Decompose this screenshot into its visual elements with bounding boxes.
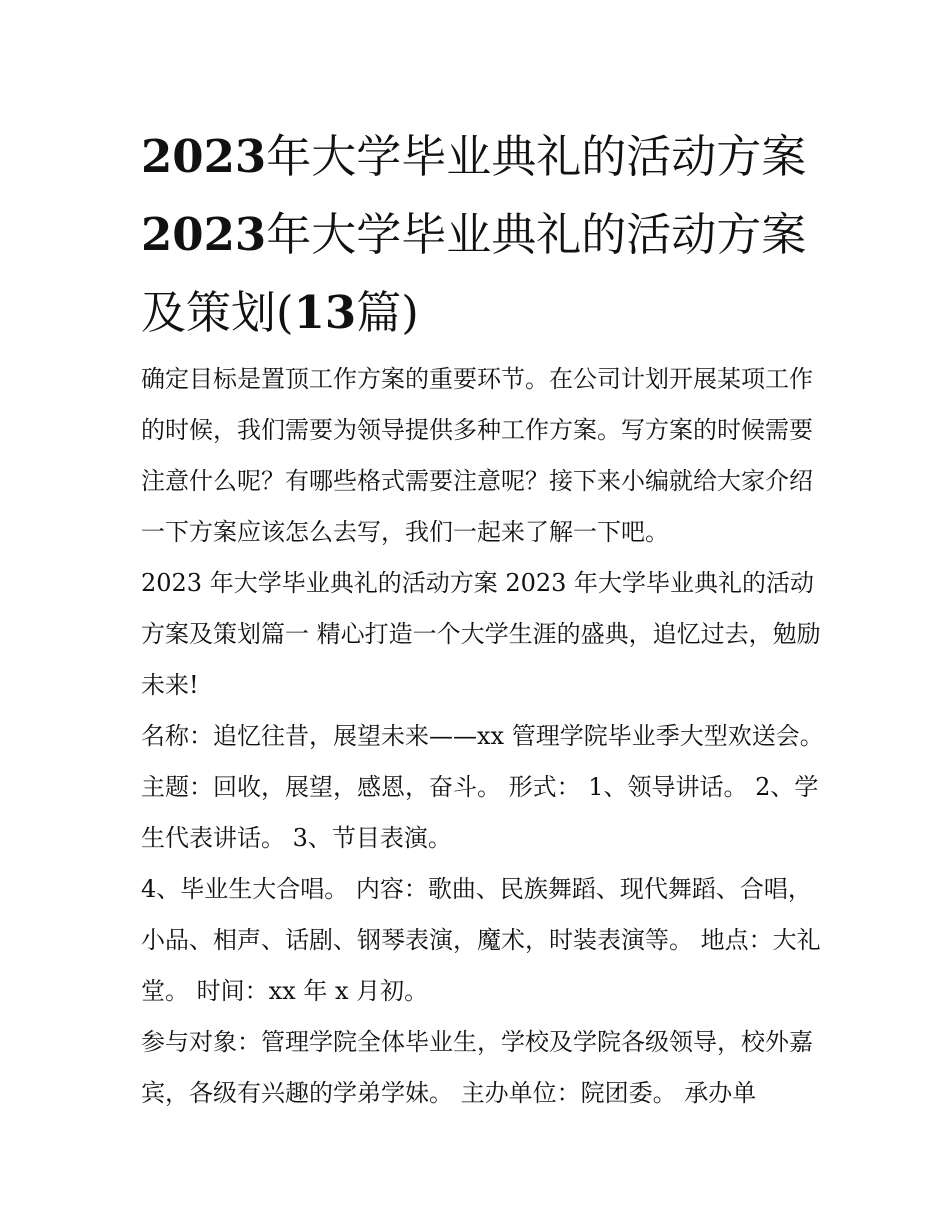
document-title [141, 118, 831, 352]
document-body [141, 354, 831, 1119]
title-text-1: 年大学毕业典礼的活动方案 [266, 130, 807, 183]
paragraph-name-theme-form: 名称：追忆往昔，展望未来——xx 管理学院毕业季大型欢送会。 主题：回收，展望，感恩，奋斗。 形式： 1、领导讲话。 2、学生代表讲话。 3、节目表演。 [141, 722, 824, 852]
paragraph-heading-article-1: 2023 年大学毕业典礼的活动方案 2023 年大学毕业典礼的活动方案及策划篇一 精心打造一个大学生涯的盛典，追忆过去，勉励未来! [141, 569, 821, 699]
title-text-3: 篇) [356, 286, 419, 339]
paragraph-participants-organizers: 参与对象：管理学院全体毕业生，学校及学院各级领导，校外嘉宾，各级有兴趣的学弟学妹。 主办单位：院团委。 承办单 [141, 1028, 813, 1107]
title-year-2: 2023 [141, 208, 267, 261]
paragraph-content-location-time: 4、毕业生大合唱。 内容：歌曲、民族舞蹈、现代舞蹈、合唱，小品、相声、话剧、钢琴表演，魔术，时装表演等。 地点：大礼堂。 时间：xx 年 x 月初。 [141, 875, 821, 1005]
paragraph-intro: 确定目标是置顶工作方案的重要环节。在公司计划开展某项工作的时候，我们需要为领导提供多种工作方案。写方案的时候需要注意什么呢？有哪些格式需要注意呢？接下来小编就给大家介绍一下方案应该怎么去写，我们一起来了解一下吧。 [141, 365, 813, 546]
title-count: 13 [293, 286, 357, 339]
title-text-2: 年大学毕业典礼的活动方案及策划( [141, 208, 807, 339]
title-year-1: 2023 [141, 130, 267, 183]
